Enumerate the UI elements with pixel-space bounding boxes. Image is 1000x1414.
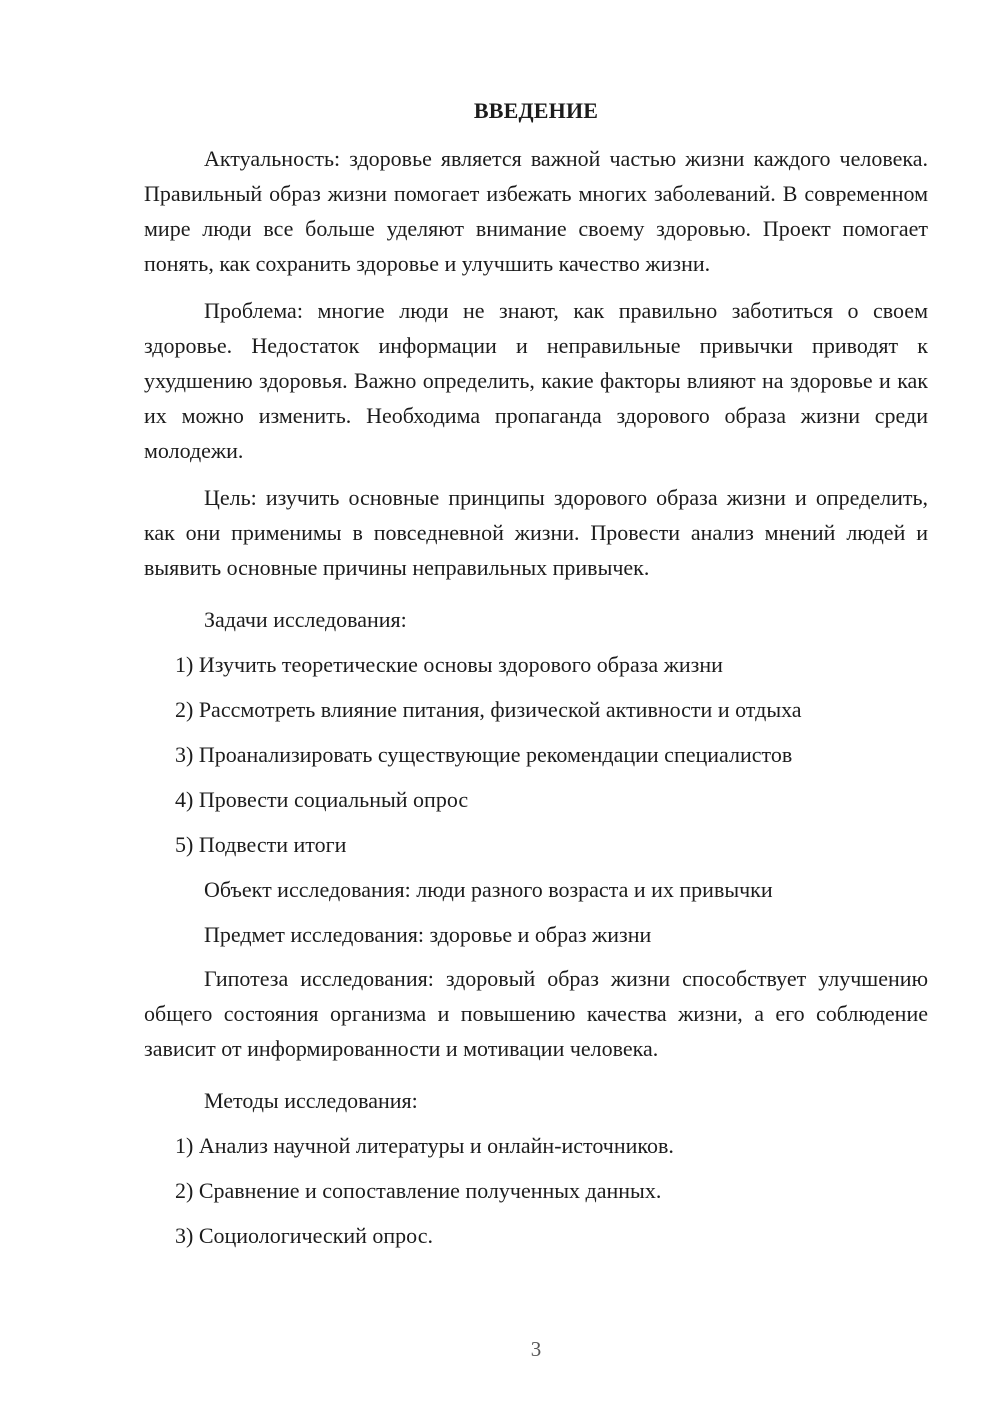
list-item: 2) Сравнение и сопоставление полученных данных. xyxy=(175,1178,662,1203)
list-item: 1) Анализ научной литературы и онлайн-источников. xyxy=(175,1133,674,1158)
list-item: 2) Рассмотреть влияние питания, физической активности и отдыха xyxy=(175,697,802,722)
document-page xyxy=(144,95,928,1258)
subject-line: Предмет исследования: здоровье и образ жизни xyxy=(204,922,652,947)
object-line: Объект исследования: люди разного возраста и их привычки xyxy=(204,877,773,902)
relevance-paragraph: Актуальность: здоровье является важной частью жизни каждого человека. Правильный образ жизни помогает избежать многих заболеваний. В современном мире люди все больше уделяют внимание своему здоровью. Проект помогает понять, как сохранить здоровье и улучшить качество жизни. xyxy=(144,146,928,276)
goal-paragraph: Цель: изучить основные принципы здорового образа жизни и определить, как они применимы в повседневной жизни. Провести анализ мнений людей и выявить основные причины неправильных привычек. xyxy=(144,485,928,580)
list-item: 4) Провести социальный опрос xyxy=(175,787,469,812)
list-item: 5) Подвести итоги xyxy=(175,832,347,857)
tasks-list xyxy=(144,642,928,867)
list-item: 3) Проанализировать существующие рекомендации специалистов xyxy=(175,742,793,767)
hypothesis-paragraph: Гипотеза исследования: здоровый образ жизни способствует улучшению общего состояния организма и повышению качества жизни, а его соблюдение зависит от информированности и мотивации человека. xyxy=(144,966,928,1061)
tasks-heading: Задачи исследования: xyxy=(204,607,407,632)
list-item: 1) Изучить теоретические основы здорового образа жизни xyxy=(175,652,723,677)
list-item: 3) Социологический опрос. xyxy=(175,1223,433,1248)
document-title: ВВЕДЕНИЕ xyxy=(473,98,599,123)
methods-heading: Методы исследования: xyxy=(204,1088,418,1113)
problem-paragraph: Проблема: многие люди не знают, как правильно заботиться о своем здоровье. Недостаток информации и неправильные привычки приводят к ухудшению здоровья. Важно определить, какие факторы влияют на здоровье и как их можно изменить. Необходима пропаганда здорового образа жизни среди молодежи. xyxy=(144,298,928,463)
page-number: 3 xyxy=(530,1337,542,1361)
methods-list xyxy=(144,1123,928,1258)
